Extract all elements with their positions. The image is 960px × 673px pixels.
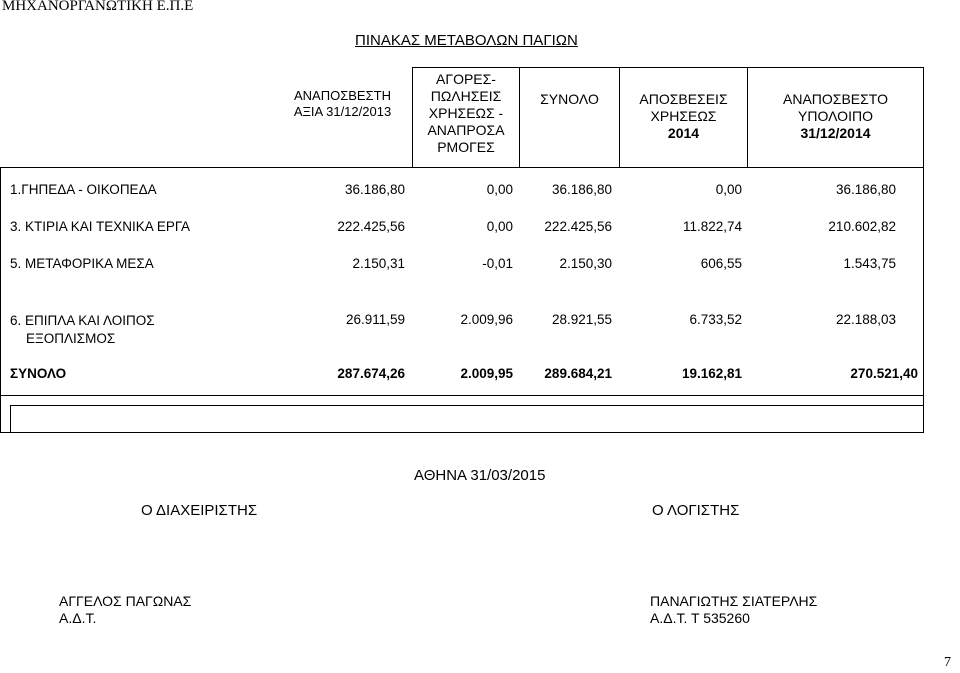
value-depreciation: 11.822,74 (682, 219, 742, 234)
header-line: ΣΥΝΟΛΟ (540, 91, 599, 107)
manager-id: Α.Δ.Τ. (59, 610, 97, 626)
value-opening: 36.186,80 (344, 182, 405, 197)
row-label (10, 312, 155, 348)
accountant-id: Α.Δ.Τ. Τ 535260 (650, 610, 750, 626)
value-depreciation: 0,00 (715, 182, 742, 197)
header-col-closing-value (748, 91, 923, 142)
table-left-border (0, 167, 1, 433)
header-line: ΑΠΟΣΒΕΣΕΙΣ (639, 91, 728, 107)
value-total: 222.425,56 (544, 219, 612, 234)
header-line: ΧΡΗΣΕΩΣ (650, 108, 717, 124)
manager-name: ΑΓΓΕΛΟΣ ΠΑΓΩΝΑΣ (59, 593, 192, 609)
value-opening: 2.150,31 (352, 256, 405, 271)
total-changes: 2.009,95 (460, 366, 513, 381)
header-line: ΑΝΑΠΡΟΣΑ (427, 122, 505, 138)
total-closing: 270.521,40 (850, 366, 918, 381)
accountant-title: Ο ΛΟΓΙΣΤΗΣ (652, 502, 740, 519)
header-line: ΑΝΑΠΟΣΒΕΣΤΟ (783, 91, 888, 107)
place-date: ΑΘΗΝΑ 31/03/2015 (414, 467, 546, 484)
accountant-name: ΠΑΝΑΓΙΩΤΗΣ ΣΙΑΤΕΡΛΗΣ (650, 593, 818, 609)
inner-left-border (10, 405, 11, 433)
value-changes: -0,01 (482, 256, 513, 271)
header-line: ΑΝΑΠΟΣΒΕΣΤΗ (294, 88, 391, 103)
value-closing: 210.602,82 (828, 219, 896, 234)
header-line: ΡΜΟΓΕΣ (437, 139, 495, 155)
value-closing: 22.188,03 (835, 312, 896, 327)
total-opening: 287.674,26 (337, 366, 405, 381)
row-label-line: 6. ΕΠΙΠΛΑ ΚΑΙ ΛΟΙΠΟΣ (10, 313, 155, 328)
header-col-total (520, 91, 619, 107)
row-label: 3. ΚΤΙΡΙΑ ΚΑΙ ΤΕΧΝΙΚΑ ΕΡΓΑ (10, 219, 191, 234)
table-top-border (412, 67, 924, 68)
value-changes: 0,00 (486, 219, 513, 234)
value-depreciation: 6.733,52 (689, 312, 742, 327)
total-label: ΣΥΝΟΛΟ (10, 366, 67, 381)
header-col-depreciation (620, 91, 747, 142)
value-closing: 36.186,80 (835, 182, 896, 197)
table-right-border (923, 67, 924, 433)
total-sum: 289.684,21 (544, 366, 612, 381)
value-total: 36.186,80 (551, 182, 612, 197)
row-label: 5. ΜΕΤΑΦΟΡΙΚΑ ΜΕΣΑ (10, 256, 154, 271)
header-bottom-border (0, 167, 924, 168)
total-depreciation: 19.162,81 (681, 366, 742, 381)
page-title: ΠΙΝΑΚΑΣ ΜΕΤΑΒΟΛΩΝ ΠΑΓΙΩΝ (355, 32, 578, 49)
header-line: ΧΡΗΣΕΩΣ - (428, 105, 504, 121)
header-line: 2014 (667, 125, 700, 141)
manager-title: Ο ΔΙΑΧΕΙΡΙΣΤΗΣ (141, 502, 258, 519)
value-total: 28.921,55 (551, 312, 612, 327)
header-divider-2 (519, 67, 520, 168)
row-label: 1.ΓΗΠΕΔΑ - ΟΙΚΟΠΕΔΑ (10, 182, 157, 197)
header-line: ΑΓΟΡΕΣ- (436, 71, 496, 87)
header-col-changes (413, 71, 519, 156)
table-bottom-border (0, 432, 924, 433)
value-closing: 1.543,75 (843, 256, 896, 271)
header-line: ΑΞΙΑ 31/12/2013 (293, 104, 392, 119)
value-changes: 2.009,96 (460, 312, 513, 327)
page-number: 7 (944, 655, 951, 670)
header-line: ΠΩΛΗΣΕΙΣ (430, 88, 502, 104)
value-depreciation: 606,55 (700, 256, 742, 271)
value-total: 2.150,30 (559, 256, 612, 271)
value-opening: 26.911,59 (345, 312, 405, 327)
inner-separator-2 (10, 405, 924, 406)
row-label-line: ΕΞΟΠΛΙΣΜΟΣ (26, 331, 116, 346)
header-line: 31/12/2014 (800, 125, 871, 141)
header-col-opening-value (280, 88, 405, 120)
value-changes: 0,00 (486, 182, 513, 197)
value-opening: 222.425,56 (337, 219, 405, 234)
inner-separator-1 (0, 395, 924, 396)
company-name: ΜΗΧΑΝΟΡΓΑΝΩΤΙΚΗ Ε.Π.Ε (2, 0, 194, 14)
header-line: ΥΠΟΛΟΙΠΟ (798, 108, 873, 124)
